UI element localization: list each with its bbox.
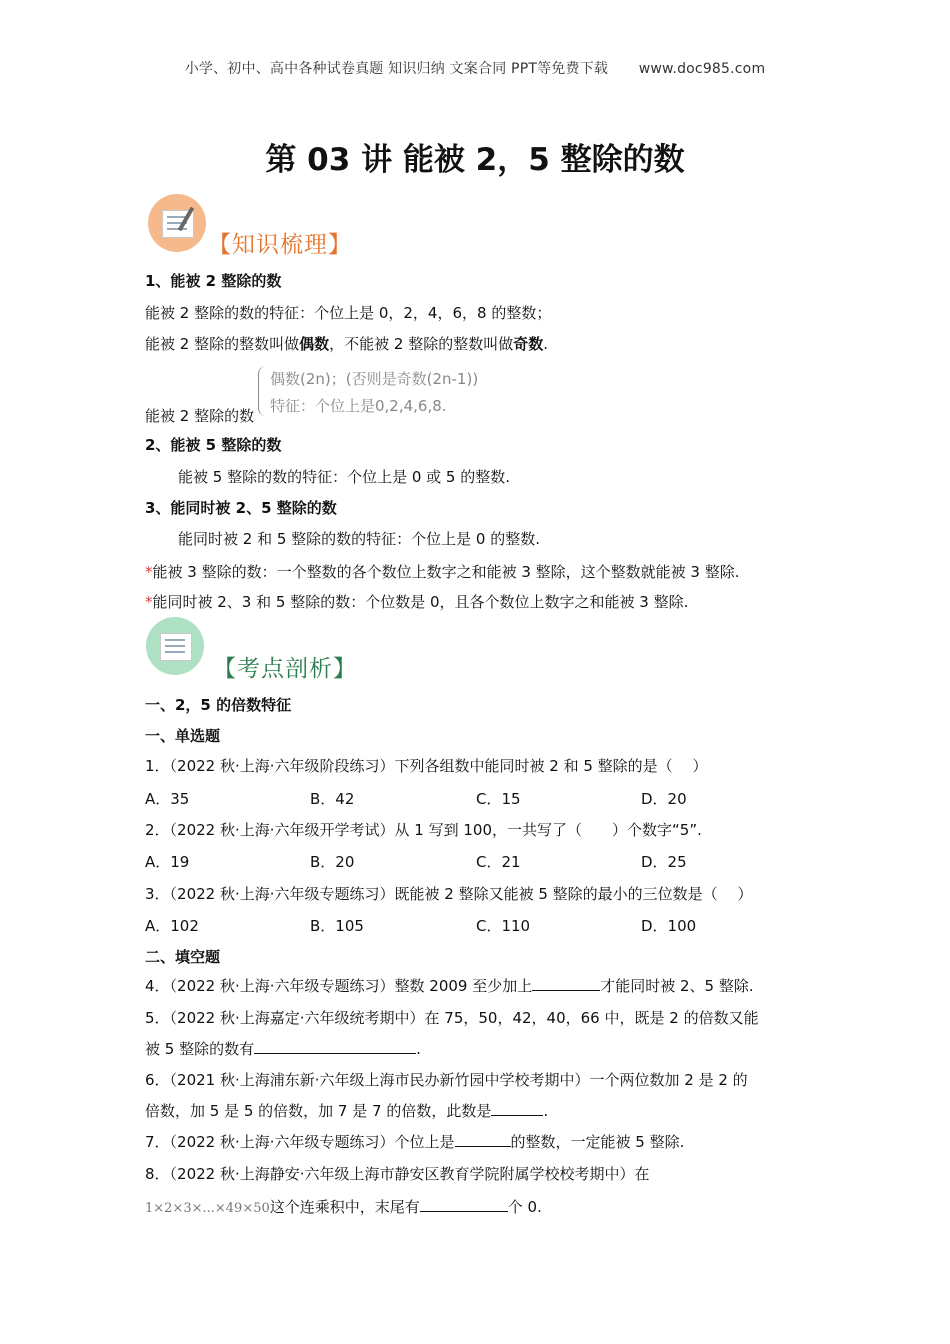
brace-line: 特征：个位上是0,2,4,6,8. xyxy=(270,397,447,415)
question-5: 5．（2022 秋·上海嘉定·六年级统考期中）在 75，50，42，40，66 中，既是 2 的倍数又能 xyxy=(145,1009,759,1027)
option-d[interactable]: D．25 xyxy=(641,853,687,871)
brace-line: 偶数(2n)；(否则是奇数(2n-1)) xyxy=(270,370,479,388)
option-a[interactable]: A．102 xyxy=(145,917,199,935)
question-group-title: 一、单选题 xyxy=(145,727,221,745)
question-6: 6．（2021 秋·上海浦东新·六年级上海市民办新竹园中学校考期中）一个两位数加 2 是 2 的 xyxy=(145,1071,748,1089)
option-c[interactable]: C．110 xyxy=(476,917,531,935)
page-title: 第 03 讲 能被 2，5 整除的数 xyxy=(265,142,685,178)
text-line: 能被 2 整除的整数叫做偶数，不能被 2 整除的整数叫做奇数. xyxy=(145,335,548,353)
header-text: 小学、初中、高中各种试卷真题 知识归纳 文案合同 PPT等免费下载 xyxy=(184,61,609,77)
text-line: 能被 5 整除的数的特征：个位上是 0 或 5 的整数. xyxy=(178,468,511,486)
brace-label: 能被 2 整除的数 xyxy=(145,407,255,425)
option-b[interactable]: B．105 xyxy=(310,917,364,935)
question-7: 7．（2022 秋·上海·六年级专题练习）个位上是 的整数，一定能被 5 整除. xyxy=(145,1133,685,1151)
answer-blank[interactable] xyxy=(491,1101,543,1116)
folder-icon xyxy=(146,617,204,675)
text-line: 能被 2 整除的数的特征：个位上是 0，2，4，6，8 的整数； xyxy=(145,304,552,322)
option-b[interactable]: B．42 xyxy=(310,790,355,808)
subsection-title-2: 2、能被 5 整除的数 xyxy=(145,436,282,454)
option-b[interactable]: B．20 xyxy=(310,853,355,871)
answer-blank[interactable] xyxy=(455,1132,511,1147)
question-3: 3．（2022 秋·上海·六年级专题练习）既能被 2 整除又能被 5 整除的最小的三位数是（ ） xyxy=(145,885,753,903)
question-6-cont: 倍数，加 5 是 5 的倍数，加 7 是 7 的倍数，此数是 . xyxy=(145,1102,549,1120)
question-8: 8．（2022 秋·上海静安·六年级上海市静安区教育学院附属学校校考期中）在 xyxy=(145,1165,650,1183)
answer-blank[interactable] xyxy=(420,1197,508,1212)
answer-blank[interactable] xyxy=(254,1039,416,1054)
answer-blank[interactable] xyxy=(532,976,600,991)
option-a[interactable]: A．19 xyxy=(145,853,190,871)
star-icon: * xyxy=(145,563,153,581)
product-expression: 1×2×3×...×49×50 xyxy=(145,1201,270,1216)
header-url[interactable]: www.doc985.com xyxy=(638,61,766,77)
notebook-icon xyxy=(148,194,206,252)
subsection-title-1: 1、能被 2 整除的数 xyxy=(145,272,282,290)
term-odd: 奇数 xyxy=(513,335,544,353)
part-title: 一、2，5 的倍数特征 xyxy=(145,696,292,714)
note-line: *能被 3 整除的数：一个整数的各个数位上数字之和能被 3 整除，这个整数就能被 3 整除. xyxy=(145,563,740,581)
section-heading-knowledge: 【知识梳理】 xyxy=(208,232,352,258)
question-2: 2．（2022 秋·上海·六年级开学考试）从 1 写到 100，一共写了（ ）个数字“5”. xyxy=(145,821,702,839)
subsection-title-3: 3、能同时被 2、5 整除的数 xyxy=(145,499,337,517)
section-heading-analysis: 【考点剖析】 xyxy=(213,656,357,682)
question-4: 4．（2022 秋·上海·六年级专题练习）整数 2009 至少加上 才能同时被 2、5 整除. xyxy=(145,977,754,995)
text-line: 能同时被 2 和 5 整除的数的特征：个位上是 0 的整数. xyxy=(178,530,541,548)
star-icon: * xyxy=(145,593,153,611)
term-even: 偶数 xyxy=(299,335,330,353)
note-line: *能同时被 2、3 和 5 整除的数：个位数是 0，且各个数位上数字之和能被 3 整除. xyxy=(145,593,689,611)
question-8-cont: 1×2×3×...×49×50这个连乘积中，末尾有 个 0. xyxy=(145,1198,542,1216)
question-group-title: 二、填空题 xyxy=(145,948,221,966)
option-a[interactable]: A．35 xyxy=(145,790,190,808)
question-1: 1．（2022 秋·上海·六年级阶段练习）下列各组数中能同时被 2 和 5 整除的是（ ） xyxy=(145,757,708,775)
brace-icon xyxy=(258,366,267,416)
option-c[interactable]: C．21 xyxy=(476,853,521,871)
question-5-cont: 被 5 整除的数有 . xyxy=(145,1040,421,1058)
brace-diagram xyxy=(258,366,498,418)
option-d[interactable]: D．100 xyxy=(641,917,697,935)
option-d[interactable]: D．20 xyxy=(641,790,687,808)
page-header xyxy=(0,58,950,78)
option-c[interactable]: C．15 xyxy=(476,790,521,808)
